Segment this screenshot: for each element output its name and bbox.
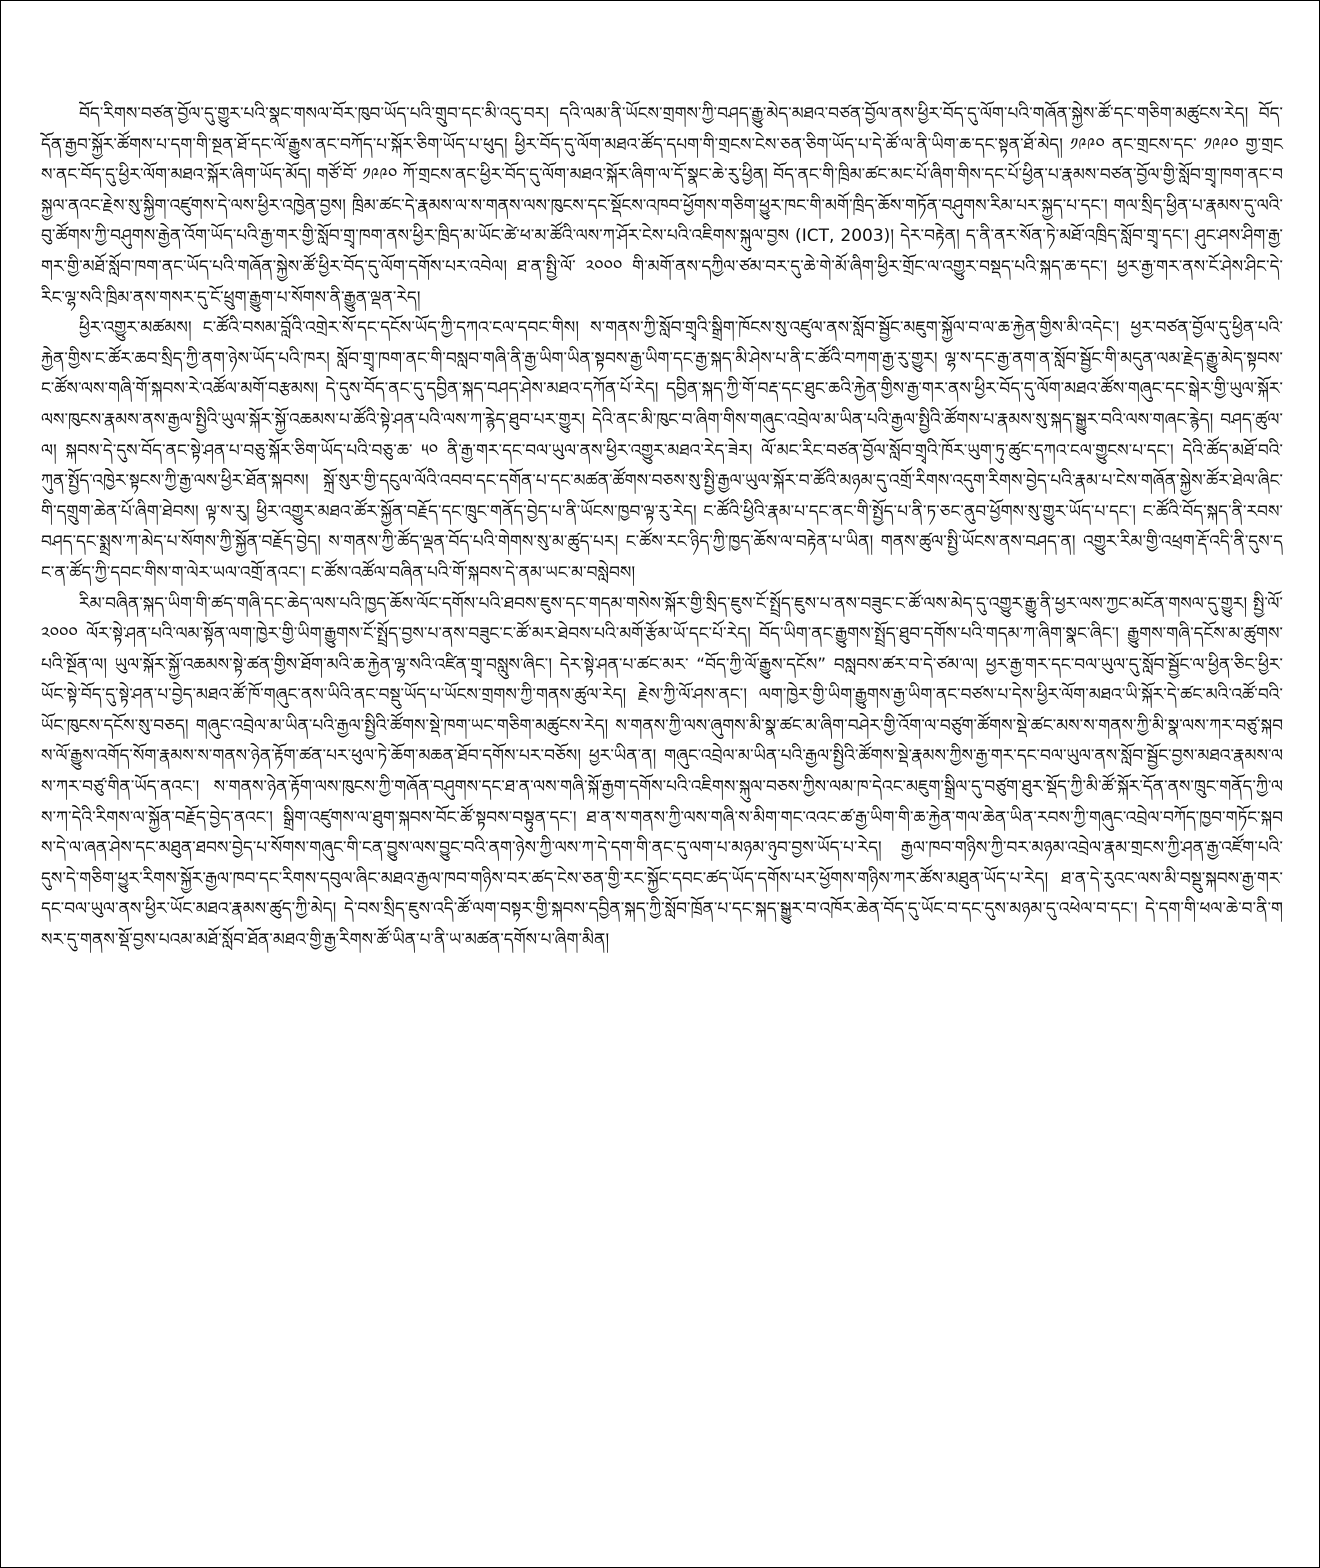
document-body <box>41 99 1283 956</box>
paragraph-3: རིམ་བཞིན་སྐད་ཡིག་གི་ཚད་གཞི་དང་ཆེད་ལས་པའི་ཁྱད་ཆོས་ལོང་དགོས་པའི་ཐབས་ཇུས་དང་གདམ་གསེས་སྐོར་གྱི་སྲིད་ཇུས་ངོ་སྤྲོད་ཇུས་པ་ནས་བཟུང་ང་ཚོ་ལས་མེད་དུ་འགྱུར་རྒྱུ་ནི་ཕྱར་ལས་ཀྱང་མངོན་གསལ་དུ་གྱུར། སྤྱི་ལོ་ ༢༠༠༠ ལོར་སྟེ་ཤན་པའི་ལམ་སྟོན་ལག་ཁྱེར་གྱི་ཡིག་རྒྱུགས་ངོ་སྤྲོད་བྱས་པ་ནས་བཟུང་ང་ཚོ་མར་ཐེབས་པའི་མགོ་རྩོམ་ཡོ་དང་པོ་རེད། བོད་ཡིག་ནང་རྒྱུགས་སྤྲོད་ཐུབ་དགོས་པའི་གདམ་ཀ་ཞིག་སྣང་ཞིང་། རྒྱུགས་གཞི་དངོས་མ་ཚུགས་པའི་སྔོན་ལ། ཡུལ་སྐོར་སྐྱོ་འཆམས་སྟེ་ཚན་གྱིས་ཐོག་མའི་ཆ་རྐྱེན་ལྷ་སའི་འཛིན་གྲྭ་བསླུས་ཞིང་། དེར་སྟེ་ཤན་པ་ཚང་མར་ “བོད་ཀྱི་ལོ་རྒྱུས་དངོས” བསླབས་ཚར་བ་དེ་ཙམ་ལ། ཕྱར་རྒྱ་གར་དང་བལ་ཡུལ་དུ་སློབ་སྦྱོང་ལ་ཕྱིན་ཅིང་ཕྱིར་ཡོང་སྟེ་བོད་དུ་སྟེ་ཤན་པ་བྱེད་མཐའ་ཚོ་ཁོ་གཞུང་ནས་ཡིའི་ནང་བསྡུ་ཡོད་པ་ཡོངས་གྲགས་ཀྱི་གནས་ཚུལ་རེད། རྗེས་ཀྱི་ལོ་ཤས་ནང་། ལག་ཁྱེར་གྱི་ཡིག་རྒྱུགས་རྒྱ་ཡིག་ནང་བཙས་པ་དེས་ཕྱིར་ལོག་མཐའ་ཡི་སྐོར་དེ་ཚང་མའི་འཚོ་བའི་ཡོང་ཁུངས་དངོས་སུ་བཅད། གཞུང་འབྲེལ་མ་ཡིན་པའི་རྒྱལ་སྤྱིའི་ཚོགས་སྡེ་ཁག་ཡང་གཅིག་མཚུངས་རེད། ས་གནས་ཀྱི་ལས་ཞུགས་མི་སྣ་ཚང་མ་ཞིག་བཤེར་གྱི་འོག་ལ་བཙུག་ཚོགས་སྡེ་ཚང་མས་ས་གནས་ཀྱི་མི་སྣ་ལས་ཀར་བཙུ་སྐབས་ལོ་རྒྱུས་འགོད་སོག་རྣམས་ས་གནས་ཉེན་རྟོག་ཚན་པར་ཕུལ་ཏེ་ཆོག་མཆན་ཐོབ་དགོས་པར་བཅོས། ཕྱར་ཡིན་ན། གཞུང་འབྲེལ་མ་ཡིན་པའི་རྒྱལ་སྤྱིའི་ཚོགས་སྡེ་རྣམས་ཀྱིས་རྒྱ་གར་དང་བལ་ཡུལ་ནས་སློབ་སྦྱོང་བྱས་མཐའ་རྣམས་ལས་ཀར་བཙུ་གིན་ཡོད་ནའང་། ས་གནས་ཉེན་རྟོག་ལས་ཁུངས་ཀྱི་གཞོན་བཤུགས་དང་ཐ་ན་ལས་གཞི་སྐོ་རྒྱག་དགོས་པའི་འཇིགས་སྐུལ་བཅས་ཀྱིས་ལམ་ཁ་དེའང་མཇུག་སྒྲིལ་དུ་བཙུག་ཐུར་སྡོད་ཀྱི་མི་ཚོ་སྐོར་དོན་ནས་ཁྲུང་གནོད་ཀྱི་ལས་ཀ་དེའི་རིགས་ལ་སྐྱོན་བརྗོད་བྱེད་ནའང་། སྒྲིག་འཛུགས་ལ་ཐུག་སྐབས་བོང་ཚོ་སྟབས་བསྟུན་དང་། ཐ་ན་ས་གནས་ཀྱི་ལས་གཞི་ས་མིག་གང་འའང་ཚ་རྒྱ་ཡིག་གི་ཆ་རྐྱེན་གལ་ཆེན་ཡིན་རབས་ཀྱི་གཞུང་འབྲེལ་བཀོད་ཁྱབ་གཏོང་སྐབས་དེ་ལ་ཞན་ཤེས་དང་མཐུན་ཐབས་བྱེད་པ་སོགས་གཞུང་གི་ངན་བྱུས་ལས་བྱུང་བའི་ནག་ཉེས་ཀྱི་ལས་ཀ་དེ་དག་གི་ནང་དུ་ལག་པ་མཉམ་ཉུབ་བྱས་ཡོད་པ་རེད། རྒྱལ་ཁབ་གཉིས་ཀྱི་བར་མཉམ་འབྲེལ་རྣམ་གྲངས་ཀྱི་ཤན་རྒྱ་འཛོག་པའི་དུས་དེ་གཅིག་ཕྱུར་རིགས་སྐྱོར་རྒྱལ་ཁབ་དང་རིགས་དབུལ་ཞིང་མཐའ་རྒྱལ་ཁབ་གཉིས་བར་ཚད་ངེས་ཅན་གྱི་རང་སྐྱོང་དབང་ཚད་ཡོད་དགོས་པར་ཕྱོགས་གཉིས་ཀར་ཚོས་མཐུན་ཡོད་པ་རེད། ཐ་ན་དེ་རུའང་ལས་མི་བསྡུ་སྐབས་རྒྱ་གར་དང་བལ་ཡུལ་ནས་ཕྱིར་ཡོང་མཐའ་རྣམས་ཚུད་ཀྱི་མེད། དེ་བས་སྲིད་ཇུས་འདི་ཚོ་ལག་བསྟར་གྱི་སྐབས་དབྱིན་སྐད་ཀྱི་སློབ་ཁྲོན་པ་དང་སྐད་སྒྱུར་བ་འཁོར་ཆེན་བོད་དུ་ཡོང་བ་དང་དུས་མཉམ་དུ་འཕེལ་བ་དང་། དེ་དག་གི་ཕལ་ཆེ་བ་ནི་གསར་དུ་གནས་སྡོ་བྱས་པའམ་མཐོ་སློབ་ཐོན་མཐའ་གྱི་རྒྱ་རིགས་ཚོ་ཡིན་པ་ནི་ཡ་མཚན་དགོས་པ་ཞིག་མིན། <box>41 593 1283 951</box>
paragraph-1: བོད་རིགས་བཙན་བྱོལ་དུ་གྱུར་པའི་སྣང་གསལ་བོར་ཁུབ་ཡོད་པའི་གྲུབ་དང་མི་འདུ་བར། དའི་ལམ་ནི་ཡོངས་གྲགས་ཀྱི་བཤད་རྒྱུ་མེད་མཐའ་བཙན་བྱོལ་ནས་ཕྱིར་བོད་དུ་ལོག་པའི་གཞོན་སྐྱེས་ཚོ་དང་གཅིག་མཚུངས་རེད། བོད་དོན་རྒྱབ་སྐྱོར་ཚོགས་པ་དག་གི་སྔན་ཐོ་དང་ལོ་རྒྱུས་ནང་བཀོད་པ་སྐོར་ཅིག་ཡོད་པ་ཕུད། ཕྱིར་བོད་དུ་ལོག་མཐའ་ཚོད་དཔག་གི་གྲངས་ངེས་ཅན་ཅིག་ཡོད་པ་དེ་ཚོ་ལ་ནི་ཡིག་ཆ་དང་སྟན་ཐོ་མེད། ༡༩༩༠ ནང་གྲངས་དང་ ༡༩༩༠ གྱ་གྲངས་ནང་བོད་དུ་ཕྱིར་ལོག་མཐའ་སྐོར་ཞིག་ཡོད་མོད། གཙོ་བོ་ ༡༩༩༠ ཀོ་གྲངས་ནང་ཕྱིར་བོད་དུ་ལོག་མཐའ་སྐོར་ཞིག་ལ་དོ་སྣང་ཆེ་རུ་ཕྱིན། བོད་ནང་གི་ཁྲིམ་ཚང་མང་པོ་ཞིག་གིས་དང་པོ་ཕྱིན་པ་རྣམས་བཙན་བྱོལ་གྱི་སློབ་གྲྭ་ཁག་ནང་བསྐྱལ་ནའང་རྗེས་སུ་སྐྱིག་འཛུགས་དེ་ལས་ཕྱིར་འཁྱེན་བྱས། ཁྲིམ་ཚང་དེ་རྣམས་ལ་ས་གནས་ལས་ཁུངས་དང་སྡོངས་འཁབ་ཕྱོགས་གཅིག་ཕྱུར་ཁང་གི་མགོ་ཁྲིད་ཆོས་གཏོན་བཤུགས་རིམ་པར་སྐྱད་པ་དང་། གལ་སྲིད་ཕྱིན་པ་རྣམས་དུ་ལའི་བུ་ཚོགས་ཀྱི་བཤུགས་རྒྱེན་འོག་ཡོད་པའི་རྒྱ་གར་གྱི་སློབ་གྲྭ་ཁག་ནས་ཕྱིར་ཁྲིད་མ་ཡོང་ཚེ་ཕ་མ་ཚོའི་ལས་ཀ་ཤོར་ངེས་པའི་འཇིགས་སྐུལ་བྱས (ICT, 2003)། དེར་བརྟེན། ད་ནི་ནར་སོན་ཏེ་མཐོ་འཁྲིད་སློབ་གྲྭ་དང་། ཤུང་ཤས་ཤིག་རྒྱ་གར་གྱི་མཐོ་སློབ་ཁག་ནང་ཡོད་པའི་གཞོན་སྐྱེས་ཚོ་ཕྱིར་བོད་དུ་ལོག་དགོས་པར་འབེལ། ཐ་ན་སྤྱི་ལོ་ ༢༠༠༠ གི་མགོ་ནས་དཀྱིལ་ཙམ་བར་དུ་ཆེ་གེ་མོ་ཞིག་ཕྱིར་གྲོང་ལ་འགྱུར་བསྡད་པའི་སྐད་ཆ་དང་། ཕྱར་རྒྱ་གར་ནས་ངོ་ཤེས་ཤིང་དེ་རིང་ལྷ་སའི་ཁྲིམ་ནས་གསར་དུ་ངོ་ཕྲུག་རྒྱུག་པ་སོགས་ནི་རྒྱུན་ལྡན་རེད། <box>41 104 1283 308</box>
paragraph-2: ཕྱིར་འགྱུར་མཚམས། ང་ཚོའི་བསམ་བློའི་འགྲེར་སོ་དང་དངོས་ཡོད་ཀྱི་དཀའ་ངལ་དབང་གིས། ས་གནས་ཀྱི་སློབ་གྲྭའི་སྒྲིག་ཁོངས་སུ་འཛུལ་ནས་སློབ་སྦྱོང་མཇུག་སྐྱོལ་བ་ལ་ཆ་རྐྱེན་གྱིས་མི་འདེང་། ཕྱར་བཙན་བྱོལ་དུ་ཕྱིན་པའི་རྐྱེན་གྱིས་ང་ཚོར་ཆབ་སྲིད་ཀྱི་ནག་ཉེས་ཡོད་པའི་ཁར། སློབ་གྲྭ་ཁག་ནང་གི་བསླབ་གཞི་ནི་རྒྱ་ཡིག་ཡིན་སྟབས་རྒྱ་ཡིག་དང་རྒྱ་སྐད་མི་ཤེས་པ་ནི་ང་ཚོའི་བཀག་རྒྱ་རུ་གྱུར། ལྷ་ས་དང་རྒྱ་ནག་ན་སློབ་སྦྱོང་གི་མདུན་ལམ་རྗེད་རྒྱུ་མེད་སྟབས་ང་ཚོས་ལས་གཞི་གོ་སྐབས་རེ་འཚོལ་མགོ་བརྩམས། དེ་དུས་བོད་ནང་དུ་དབྱིན་སྐད་བཤད་ཤེས་མཐའ་དཀོན་པོ་རེད། དབྱིན་སྐད་ཀྱི་གོ་བརྡ་དང་ཐུང་ཆའི་རྐྱེན་གྱིས་རྒྱ་གར་ནས་ཕྱིར་བོད་དུ་ལོག་མཐའ་ཚོས་གཞུང་དང་སྒེར་གྱི་ཡུལ་སྐོར་ལས་ཁུངས་རྣམས་ནས་རྒྱལ་སྤྱིའི་ཡུལ་སྐོར་སྐྱོ་འཆམས་པ་ཚོའི་སྟེ་ཤན་པའི་ལས་ཀ་རྙེད་ཐུབ་པར་གྱུར། དེའི་ནང་མི་ཁུང་བ་ཞིག་གིས་གཞུང་འབྲེལ་མ་ཡིན་པའི་རྒྱལ་སྤྱིའི་ཚོགས་པ་རྣམས་སུ་སྐད་སྒྱུར་བའི་ལས་གཞང་རྙེད། བཤད་ཚུལ་ལ། སྐབས་དེ་དུས་བོད་ནང་སྟེ་ཤན་པ་བཅུ་སྐོར་ཅིག་ཡོད་པའི་བཅུ་ཆ་ ༥༠ ནི་རྒྱ་གར་དང་བལ་ཡུལ་ནས་ཕྱིར་འགྱུར་མཐའ་རེད་ཟེར། ལོ་མང་རིང་བཙན་བྱོལ་སློབ་གྲྭའི་ཁོར་ཡུག་ཏུ་ཚུང་དཀའ་ངལ་གྱུངས་པ་དང་། དེའི་ཚོད་མཐོ་བའི་ཀུན་སྤྱོད་འཁྱེར་སྟངས་ཀྱི་རྒྱ་ལས་ཕྱིར་ཐོན་སྐབས། སྐྲོ་སུར་གྱི་དངུལ་ལོའི་འབབ་དང་དགོན་པ་དང་མཚན་ཚོགས་བཅས་སུ་སྤྱི་རྒྱལ་ཡུལ་སྐོར་བ་ཚོའི་མཉམ་དུ་འགྲོ་རིགས་འདུག་རིགས་བྱེད་པའི་རྣམ་པ་ངེས་གཞོན་སྐྱེས་ཚོར་ཐེལ་ཞིང་གི་དགྲུག་ཆེན་པོ་ཞིག་ཐེབས། ལྟ་ས་རུ། ཕྱིར་འགྱུར་མཐའ་ཚོར་སྐྱོན་བརྗོད་དང་ཁྲུང་གནོད་བྱེད་པ་ནི་ཡོངས་ཁྱབ་ལྟ་རུ་རེད། ང་ཚོའི་ཕྱིའི་རྣམ་པ་དང་ནང་གི་སྤྱོད་པ་ནི་ཏ་ཅང་ནུབ་ཕྱོགས་སུ་གྱུར་ཡོད་པ་དང་། ང་ཚོའི་བོད་སྐད་ནི་རབས་བཤད་དང་སྨྲས་ཀ་མེད་པ་སོགས་ཀྱི་སྐྱོན་བརྗོད་བྱེད། ས་གནས་ཀྱི་ཚོད་ལྡན་བོད་པའི་གེགས་སུ་མ་ཚུད་པར། ང་ཚོས་རང་ཉིད་ཀྱི་ཁྱད་ཆོས་ལ་བརྟེན་པ་ཡིན། གནས་ཚུལ་སྤྱི་ཡོངས་ནས་བཤད་ན། འགྱུར་རིམ་གྱི་འཕྲག་རྡོ་འདི་ནི་དུས་དང་ན་ཚོད་ཀྱི་དབང་གིས་ག་ལེར་ཡལ་འགྲོ་ནའང་། ང་ཚོས་འཚོལ་བཞིན་པའི་གོ་སྐབས་དེ་ནམ་ཡང་མ་བསླེབས། <box>41 318 1283 583</box>
